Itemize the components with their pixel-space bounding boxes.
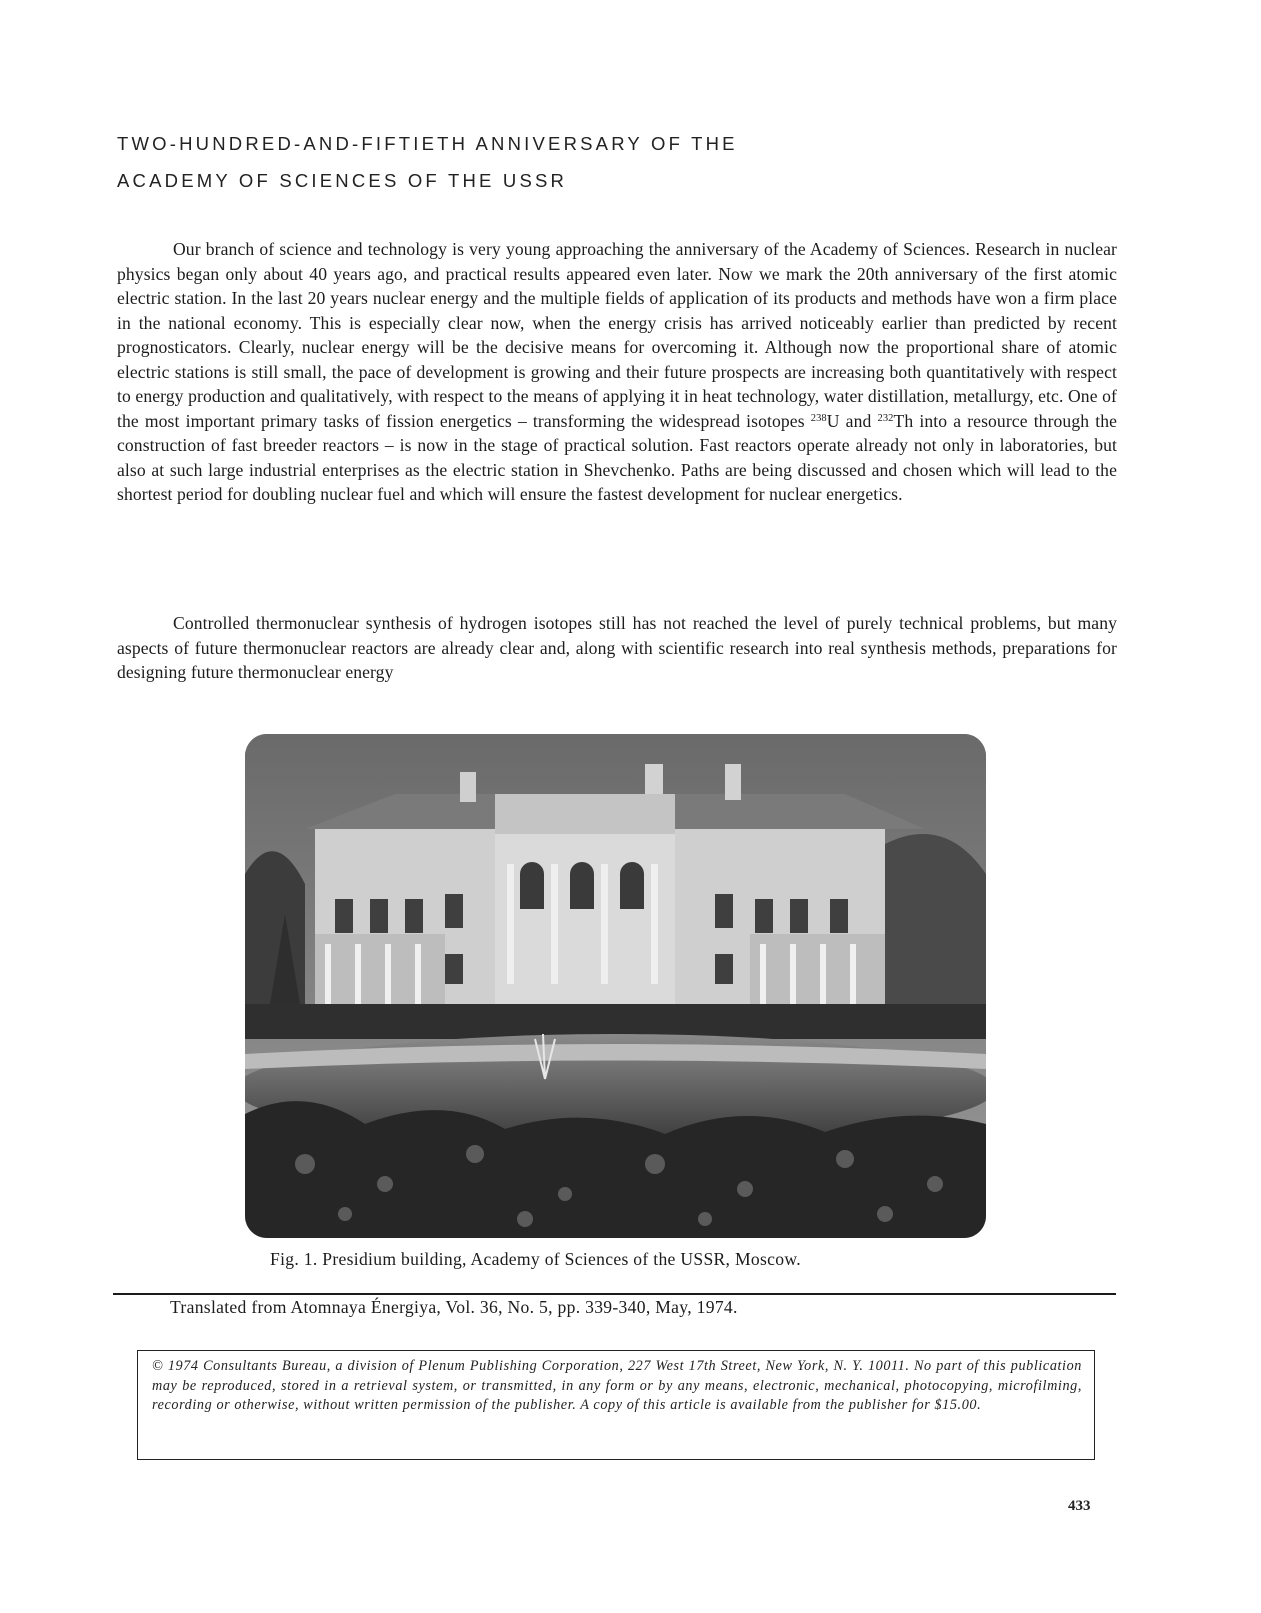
- copyright-text: © 1974 Consultants Bureau, a division of Plenum Publishing Corporation, 227 West 17th Street, New York, N. Y. 10011. No part of this publication may be reproduced, stored in a retrieval system, or transmitted, in any form or by any means, electronic, mechanical, photocopying, microfilming, recording or otherwise, without written permission of the publisher. A copy of this article is available from the publisher for $15.00.: [152, 1358, 1082, 1413]
- translation-note: Translated from Atomnaya Énergiya, Vol. 36, No. 5, pp. 339-340, May, 1974.: [170, 1297, 738, 1317]
- isotope-mass-238: 238: [810, 412, 827, 424]
- footer-divider: [113, 1293, 1116, 1295]
- body-paragraph-2: [117, 611, 1117, 685]
- article-title-line-2: ACADEMY OF SCIENCES OF THE USSR: [117, 170, 568, 191]
- page-number: 433: [1068, 1498, 1091, 1514]
- article-title-line-1: TWO-HUNDRED-AND-FIFTIETH ANNIVERSARY OF THE: [117, 133, 738, 154]
- paragraph-1-text-b: Th into a resource through the construction of fast breeder reactors – is now in the stage of practical solution. Fast reactors operate already not only in laboratories, but also at such large industrial enterprises as the electric station in Shevchenko. Paths are being discussed and chosen which will lead to the shortest period for doubling nuclear fuel and which will ensure the fastest development for nuclear energetics.: [117, 410, 1118, 504]
- figure-caption: Fig. 1. Presidium building, Academy of Sciences of the USSR, Moscow.: [270, 1249, 801, 1269]
- paragraph-2-text: Controlled thermonuclear synthesis of hydrogen isotopes still has not reached the level of purely technical problems, but many aspects of future thermonuclear reactors are already clear and, along with scientific research into real synthesis methods, preparations for designing future thermonuclear energy: [117, 613, 1117, 682]
- presidium-building-photo: [245, 734, 986, 1238]
- isotope-mass-232: 232: [877, 412, 894, 424]
- body-paragraph-1: [117, 237, 1117, 507]
- isotope-uranium-text: U and: [826, 410, 878, 431]
- paragraph-1-text-a: Our branch of science and technology is very young approaching the anniversary of the Academy of Sciences. Research in nuclear physics began only about 40 years ago, and practical results appeared even later. Now we mark the 20th anniversary of the first atomic electric station. In the last 20 years nuclear energy and the multiple fields of application of its products and methods have won a firm place in the national economy. This is especially clear now, when the energy crisis has arrived noticeably earlier than predicted by recent prognosticators. Clearly, nuclear energy will be the decisive means for overcoming it. Although now the proportional share of atomic electric stations is still small, the pace of development is growing and their future prospects are increasing both quantitatively with respect to energy production and qualitatively, with respect to the means of applying it in heat technology, water distillation, metallurgy, etc. One of the most important primary tasks of fission energetics – transforming the widespread isotopes: [117, 239, 1117, 431]
- copyright-box: [137, 1350, 1095, 1460]
